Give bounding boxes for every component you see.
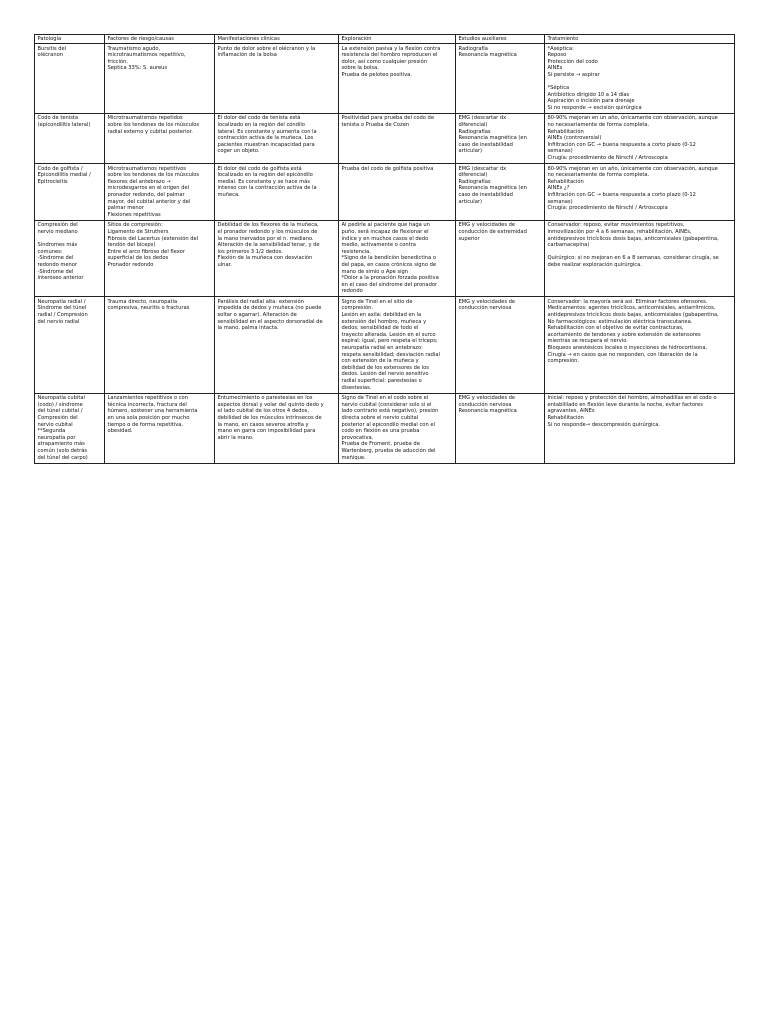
cell-line: Síndrome del túnel bbox=[37, 305, 87, 312]
cell-line: sobre los tendones de los músculos bbox=[107, 172, 200, 179]
cell-line: Rehabilitación bbox=[547, 128, 584, 135]
cell-line: Si persiste → aspirar bbox=[547, 71, 600, 78]
cell-line: carbamacepina) bbox=[547, 242, 590, 249]
cell-line: mano de simio o Ape sign bbox=[341, 268, 409, 275]
cell-line: entablillado en flexión leve durante la noche, evitar factores bbox=[547, 401, 703, 408]
patologia-cell bbox=[35, 220, 105, 297]
cell-line: caso de inestabilidad bbox=[458, 141, 513, 148]
cell-line: Prueba del codo de golfista positiva bbox=[341, 165, 434, 172]
table-row bbox=[35, 393, 735, 463]
tratamiento-cell bbox=[545, 297, 735, 393]
clinical-summary-table bbox=[34, 34, 735, 464]
cell-line: soltar o agarrar). Alteración de bbox=[217, 312, 297, 319]
exploracion-cell bbox=[339, 44, 456, 114]
cell-line: muñeca. bbox=[217, 191, 240, 198]
cell-line: Entre el arco fibroso del flexor bbox=[107, 248, 185, 255]
cell-line: compresión. bbox=[341, 305, 374, 312]
cell-line: dolor, así como cualquier presión bbox=[341, 58, 427, 65]
cell-line: la mano, palma intacta. bbox=[217, 325, 279, 332]
cell-line: sobre los tendones de los músculos bbox=[107, 122, 200, 129]
cell-line: localizado en la región del cóndilo bbox=[217, 122, 305, 129]
cell-line: radial superficial: parestesias o bbox=[341, 378, 422, 384]
cell-line: olécranon bbox=[37, 52, 63, 59]
table-header-row bbox=[35, 35, 735, 44]
header-exploracion: Exploración bbox=[339, 35, 456, 44]
table-row bbox=[35, 44, 735, 114]
cell-line: Lanzamientos repetitivos o con bbox=[107, 395, 188, 402]
cell-line: 80-90% mejoran en un año, únicamente con observación, aunque bbox=[547, 115, 718, 122]
header-tratamiento: Tratamiento bbox=[545, 35, 735, 44]
cell-line: Flexiones repetitivas bbox=[107, 211, 161, 218]
cell-line: Aspiración o incisión para drenaje bbox=[547, 98, 635, 105]
manifestaciones-cell bbox=[215, 220, 339, 297]
tratamiento-cell bbox=[545, 220, 735, 297]
cell-line: los primeros 3 1/2 dedos. bbox=[217, 248, 283, 255]
cell-line: *Séptica bbox=[547, 85, 570, 92]
cell-line: (epicondilitis lateral) bbox=[37, 122, 91, 129]
cell-line: debe realizar exploración quirúrgica. bbox=[547, 261, 642, 268]
cell-line: Resonancia magnética (en bbox=[458, 185, 527, 192]
cell-line: Prueba de Froment, prueba de bbox=[341, 441, 420, 448]
manifestaciones-cell bbox=[215, 44, 339, 114]
cell-line: Rehabilitación con el objetivo de evitar contracturas, bbox=[547, 325, 684, 332]
cell-line: Rehabilitación bbox=[547, 414, 584, 421]
cell-line: Wartenberg, prueba de aducción del bbox=[341, 447, 436, 454]
cell-line: no necesariamente de forma completa. bbox=[547, 122, 650, 129]
cell-line: Conservador: reposo, evitar movimientos repetitivos, bbox=[547, 222, 685, 229]
cell-line: en el caso del síndrome del pronador bbox=[341, 281, 438, 288]
cell-line: del papa, en casos crónicos signo de bbox=[341, 261, 437, 268]
cell-line: comunes: bbox=[37, 248, 63, 255]
cell-line: fricción. bbox=[107, 58, 128, 65]
cell-line: Trauma directo, neuropatía bbox=[107, 298, 178, 305]
cell-line: Bursitis del bbox=[37, 45, 67, 52]
tratamiento-cell bbox=[545, 393, 735, 463]
cell-line: ulnar. bbox=[217, 261, 232, 268]
cell-line: Cirugía: procedimiento de Nirschl / Artroscopia bbox=[547, 155, 668, 161]
cell-line: Radiografía bbox=[458, 45, 488, 52]
cell-line: AINEs bbox=[547, 65, 563, 72]
cell-line: Lesión en axila: debilidad en la bbox=[341, 312, 422, 319]
cell-line: Neuropatía cubital bbox=[37, 395, 85, 402]
cell-line: diferencial) bbox=[458, 172, 488, 179]
table-row bbox=[35, 220, 735, 297]
cell-line: Neuropatía radial / bbox=[37, 298, 86, 305]
cell-line: conducción de extremidad bbox=[458, 228, 527, 235]
estudios-cell bbox=[456, 44, 545, 114]
cell-line: antidepresivos tricíclicos dosis bajas, anticomisiales (gabapentina, bbox=[547, 312, 719, 319]
cell-line: Entumecimiento o parestesias en los bbox=[217, 395, 313, 402]
cell-line: EMG (descartar dx bbox=[458, 115, 507, 122]
cell-line: Cirugía → en casos que no responden, con liberación de la bbox=[547, 351, 698, 358]
cell-line: sensibilidad en el aspecto dorsoradial de bbox=[217, 318, 323, 325]
cell-line: inflamación de la bolsa bbox=[217, 52, 277, 59]
patologia-cell bbox=[35, 113, 105, 163]
cell-line: Resonancia magnética bbox=[458, 408, 517, 415]
cell-line: diferencial) bbox=[458, 122, 488, 129]
cell-line: nervio cubital (considerar solo si el bbox=[341, 401, 432, 408]
cell-line: *Aséptica: bbox=[547, 45, 574, 52]
table-body bbox=[35, 44, 735, 464]
cell-line: El dolor del codo de golfista está bbox=[217, 165, 302, 172]
cell-line: tiempo o de forma repetitiva, bbox=[107, 421, 184, 428]
cell-line: Signo de Tinel en el codo sobre el bbox=[341, 395, 429, 402]
header-manifestaciones-clinicas: Manifestaciones clínicas bbox=[215, 35, 339, 44]
cell-line: La extensión pasiva y la flexión contra bbox=[341, 45, 441, 52]
cell-line: mano en garra con imposibilidad para bbox=[217, 428, 316, 435]
cell-line: EMG y velocidades de bbox=[458, 222, 516, 229]
cell-line: neuropatía radial en antebrazo: bbox=[341, 345, 423, 352]
cell-line: AINEs ¿? bbox=[547, 185, 570, 192]
cell-line: Alteración de la sensibilidad tenar, y de bbox=[217, 242, 320, 249]
patologia-cell bbox=[35, 164, 105, 221]
document-page bbox=[34, 34, 734, 464]
cell-line: aspectos dorsal y volar del quinto dedo y bbox=[217, 401, 324, 408]
cell-line: **Segunda bbox=[37, 428, 66, 435]
cell-line: Antibiótico dirigido 10 a 14 días bbox=[547, 91, 630, 98]
cell-line: -Síndrome del bbox=[37, 268, 74, 275]
cell-line: trayecto alterada. Lesión en el surco bbox=[341, 331, 436, 338]
cell-line: nervio cubital bbox=[37, 421, 73, 428]
cell-line: palmar menor bbox=[107, 205, 144, 212]
cell-line: caso de inestabilidad bbox=[458, 191, 513, 198]
cell-line: Pronador redondo bbox=[107, 261, 154, 268]
cell-line: Epitrocleitis bbox=[37, 178, 68, 185]
cell-line: Reposo bbox=[547, 52, 567, 59]
cell-line: debilidad de los músculos intrínsecos de bbox=[217, 414, 322, 421]
cell-line: localizado en la región del epicóndilo bbox=[217, 172, 313, 179]
cell-line: Medicamentos: agentes tricíclicos, anticomisiales, antiarrítmicos, bbox=[547, 305, 716, 312]
cell-line: Fibrosis del Lacertus (extensión del bbox=[107, 235, 199, 242]
cell-line: el pronador redondo y los músculos de bbox=[217, 228, 318, 235]
cell-line: pacientes muestran incapacidad para bbox=[217, 141, 315, 148]
exploracion-cell bbox=[339, 164, 456, 221]
cell-line: húmero, sostener una herramienta bbox=[107, 408, 198, 415]
patologia-cell bbox=[35, 44, 105, 114]
cell-line: EMG y velocidades de bbox=[458, 298, 516, 305]
cell-line: Compresión del bbox=[37, 222, 78, 229]
cell-line: medial. Es constante y se hace más bbox=[217, 178, 310, 185]
cell-line: del túnel cubital / bbox=[37, 408, 83, 415]
cell-line: intenso con la contracción activa de la bbox=[217, 185, 317, 192]
cell-line: mayor, del cubital anterior y del bbox=[107, 198, 191, 205]
cell-line: antidepresivos tricíclicos dosis bajas, anticomisiales (gabapentina, bbox=[547, 235, 719, 242]
cell-line: obesidad. bbox=[107, 428, 133, 435]
cell-line: neuropatía por bbox=[37, 434, 76, 441]
cell-line: Traumatismo agudo, bbox=[107, 45, 161, 52]
cell-line: Radiografías bbox=[458, 128, 491, 135]
factores-cell bbox=[105, 220, 215, 297]
cell-line: EMG y velocidades de bbox=[458, 395, 516, 402]
cell-line: semanas) bbox=[547, 148, 573, 155]
manifestaciones-cell bbox=[215, 113, 339, 163]
cell-line: conducción nerviosa bbox=[458, 401, 512, 408]
cell-line: impedida de dedos y muñeca (no puede bbox=[217, 305, 322, 312]
tratamiento-cell bbox=[545, 44, 735, 114]
cell-line: la mano, en casos severos atrofia y bbox=[217, 421, 309, 428]
cell-line: extensión del hombro, muñeca y bbox=[341, 318, 427, 325]
cell-line: redondo menor bbox=[37, 261, 78, 268]
cell-line: Quirúrgico: si no mejoran en 6 a 8 semanas, considerar cirugía, se bbox=[547, 255, 719, 262]
cell-line: Inicial: reposo y protección del hombro, almohadillas en el codo o bbox=[547, 395, 717, 402]
header-patologia: Patología bbox=[35, 35, 105, 44]
cell-line: coger un objeto. bbox=[217, 148, 260, 155]
manifestaciones-cell bbox=[215, 393, 339, 463]
cell-line: EMG (descartar dx bbox=[458, 165, 507, 172]
cell-line: Codo de golfista / bbox=[37, 165, 83, 172]
table-row bbox=[35, 164, 735, 221]
cell-line: el lado cubital de los otros 4 dedos, bbox=[217, 408, 309, 415]
cell-line: semanas) bbox=[547, 198, 573, 205]
cell-line: Signo de Tinel en el sitio de bbox=[341, 298, 413, 305]
cell-line: Al pedirle al paciente que haga un bbox=[341, 222, 430, 229]
cell-line: Flexión de la muñeca con desviación bbox=[217, 255, 313, 262]
cell-line: AINEs (controversial) bbox=[547, 135, 602, 142]
cell-line: meñique. bbox=[341, 454, 366, 461]
cell-line: Positividad para prueba del codo de bbox=[341, 115, 434, 122]
cell-line: respeta sensibilidad; desviación radial bbox=[341, 351, 440, 358]
cell-line: nervio mediano bbox=[37, 228, 78, 235]
cell-line: Codo de tenista bbox=[37, 115, 79, 122]
cell-line: dedos; sensibilidad de todo el bbox=[341, 325, 419, 332]
cell-line: tenista o Prueba de Cozen bbox=[341, 122, 410, 129]
cell-line: Si no responde→ descompresión quirúrgica. bbox=[547, 421, 661, 428]
cell-line: lado contrario está negativo), presión bbox=[341, 408, 439, 415]
cell-line: Rehabilitación bbox=[547, 178, 584, 185]
cell-line: (codo) / síndrome bbox=[37, 401, 83, 408]
exploracion-cell bbox=[339, 220, 456, 297]
cell-line: codo en flexión es una prueba bbox=[341, 428, 420, 435]
cell-line: debilidad de los extensores de los bbox=[341, 364, 429, 371]
cell-line: Sitios de compresión: bbox=[107, 222, 163, 229]
cell-line: microtraumatismos repetitivo, bbox=[107, 52, 186, 59]
cell-line: directa sobre el nervio cubital bbox=[341, 414, 419, 421]
manifestaciones-cell bbox=[215, 297, 339, 393]
cell-line: articular) bbox=[458, 198, 482, 205]
cell-line: superficial de los dedos bbox=[107, 255, 169, 262]
cell-line: microdesgarros en el origen del bbox=[107, 185, 190, 192]
estudios-cell bbox=[456, 113, 545, 163]
cell-line: sobre la bolsa. bbox=[341, 65, 379, 72]
patologia-cell bbox=[35, 393, 105, 463]
cell-line: No farmacológicos: estimulación eléctrica transcutanea. bbox=[547, 318, 693, 325]
cell-line: El dolor del codo de tenista está bbox=[217, 115, 301, 122]
cell-line: Síndromes más bbox=[37, 242, 78, 249]
cell-line: en una sola posición por mucho bbox=[107, 414, 190, 421]
manifestaciones-cell bbox=[215, 164, 339, 221]
factores-cell bbox=[105, 164, 215, 221]
cell-line: Cirugía: procedimiento de Nirschl / Artroscopia bbox=[547, 205, 668, 212]
patologia-cell bbox=[35, 297, 105, 393]
cell-line: conducción nerviosa bbox=[458, 305, 512, 312]
estudios-cell bbox=[456, 297, 545, 393]
cell-line: lateral. Es constante y aumenta con la bbox=[217, 128, 317, 135]
cell-line: del nervio radial bbox=[37, 318, 80, 325]
cell-line: compresión. bbox=[547, 358, 580, 365]
cell-line: Ligamento de Struthers bbox=[107, 228, 169, 235]
cell-line: Parálisis del radial alta: extensión bbox=[217, 298, 304, 305]
cell-line: técnica incorrecta, fractura del bbox=[107, 401, 187, 408]
cell-line: acortamiento de tendones y sobre extensión de extensores bbox=[547, 331, 701, 338]
cell-line: índice y en muchos casos el dedo bbox=[341, 235, 429, 242]
cell-line: Protección del codo bbox=[547, 58, 598, 65]
table-row bbox=[35, 113, 735, 163]
cell-line: posterior al epicondilo medial con el bbox=[341, 421, 435, 428]
cell-line: abrir la mano. bbox=[217, 434, 254, 441]
cell-line: disestesias. bbox=[341, 384, 372, 391]
cell-line: inmovilización por 4 a 6 semanas, rehabilitación, AINEs, bbox=[547, 228, 692, 235]
estudios-cell bbox=[456, 220, 545, 297]
factores-cell bbox=[105, 44, 215, 114]
cell-line: espiral: igual, pero respeta el tríceps; bbox=[341, 338, 438, 345]
cell-line: Resonancia magnética (en bbox=[458, 135, 527, 142]
cell-line bbox=[548, 78, 732, 85]
cell-line: Debilidad de los flexores de la muñeca, bbox=[217, 222, 319, 229]
cell-line: Infiltración con GC → buena respuesta a corto plazo (0-12 bbox=[547, 191, 696, 198]
cell-line: articular) bbox=[458, 148, 482, 155]
cell-line: la mano inervados por el n. mediano. bbox=[217, 235, 314, 242]
cell-line: Microtraumatismos repetidos bbox=[107, 115, 183, 122]
cell-line: puño, será incapaz de flexionar el bbox=[341, 228, 429, 235]
cell-line: 80-90% mejoran en un año, únicamente con observación, aunque bbox=[547, 165, 718, 172]
cell-line: Bloqueos anestésicos locales o inyecciones de hidrocortisona. bbox=[547, 345, 708, 352]
cell-line: contracción activa de la muñeca. Los bbox=[217, 135, 314, 142]
cell-line: Punto de dolor sobre el olécranon y la bbox=[217, 45, 316, 52]
header-estudios-auxiliares: Estudios auxiliares bbox=[456, 35, 545, 44]
factores-cell bbox=[105, 297, 215, 393]
cell-line: radial externo y cubital posterior. bbox=[107, 128, 193, 135]
factores-cell bbox=[105, 393, 215, 463]
cell-line: del túnel del carpo) bbox=[37, 454, 88, 461]
cell-line: resistencia del hombro reproducen el bbox=[341, 52, 438, 59]
cell-line: Microtraumatismos repetitivos bbox=[107, 165, 186, 172]
cell-line: tendón del bíceps) bbox=[107, 242, 156, 249]
cell-line: *Dolor a la pronación forzada positiva bbox=[341, 275, 439, 282]
factores-cell bbox=[105, 113, 215, 163]
cell-line: resistencia. bbox=[341, 248, 371, 255]
cell-line: radial / Compresión bbox=[37, 312, 88, 319]
cell-line: Conservador: la mayoría será así. Eliminar factores ofensores. bbox=[547, 298, 708, 305]
cell-line: dedos. Lesión del nervio sensitivo bbox=[341, 371, 429, 378]
tratamiento-cell bbox=[545, 113, 735, 163]
cell-line: atrapamiento más bbox=[37, 441, 85, 448]
cell-line: Compresión del bbox=[37, 414, 78, 421]
exploracion-cell bbox=[339, 393, 456, 463]
cell-line: agravantes, AINEs bbox=[547, 408, 595, 415]
cell-line: Si no responde → escisión quirúrgica bbox=[547, 104, 642, 111]
header-factores-de-riesgo: Factores de riesgo/causas bbox=[105, 35, 215, 44]
cell-line: compresiva, neuritis o fracturas bbox=[107, 305, 190, 312]
cell-line: Resonancia magnética bbox=[458, 52, 517, 59]
cell-line: Epicondilitis medial / bbox=[37, 172, 91, 179]
estudios-cell bbox=[456, 164, 545, 221]
tratamiento-cell bbox=[545, 164, 735, 221]
cell-line: medio, activamente o contra bbox=[341, 242, 416, 249]
exploracion-cell bbox=[339, 297, 456, 393]
cell-line: Infiltración con GC → buena respuesta a corto plazo (0-12 bbox=[547, 141, 696, 148]
cell-line: interóseo anterior bbox=[37, 275, 84, 282]
cell-line: provocativa. bbox=[341, 434, 374, 441]
table-row bbox=[35, 297, 735, 393]
exploracion-cell bbox=[339, 113, 456, 163]
cell-line: -Síndrome del bbox=[37, 255, 74, 262]
cell-line: pronador redondo, del palmar bbox=[107, 191, 185, 198]
cell-line: con extensión de la muñeca y bbox=[341, 358, 419, 365]
cell-line: no necesariamente de forma completa. bbox=[547, 172, 650, 179]
cell-line: Radiografías bbox=[458, 178, 491, 185]
cell-line: mientras se recupera el nervio. bbox=[547, 338, 628, 345]
cell-line: redondo bbox=[341, 288, 363, 295]
cell-line: Septica 33%: S. aureus bbox=[107, 65, 168, 72]
estudios-cell bbox=[456, 393, 545, 463]
cell-line: flexores del antebrazo → bbox=[107, 178, 171, 185]
cell-line: Prueba de peloteo positiva. bbox=[341, 71, 412, 78]
cell-line: superior bbox=[458, 235, 480, 242]
cell-line: *Signo de la bendición benedictina o bbox=[341, 255, 436, 262]
cell-line: común (solo detrás bbox=[37, 447, 88, 454]
